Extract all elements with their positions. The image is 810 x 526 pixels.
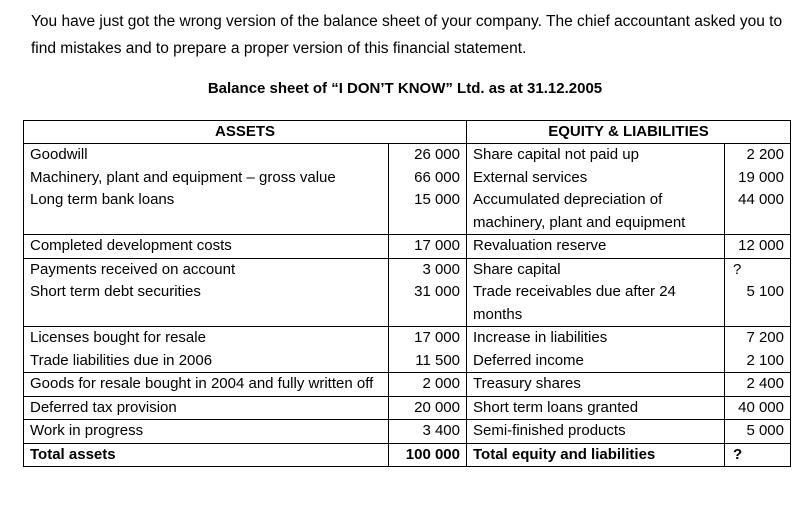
equity-value: 2 200 (725, 144, 791, 167)
asset-label: Goods for resale bought in 2004 and fully written off (24, 373, 389, 397)
equity-label: Share capital (467, 258, 725, 281)
table-row (24, 235, 791, 259)
equity-value: 40 000 (725, 396, 791, 420)
asset-value: 11 500 (389, 350, 467, 373)
table-row (24, 373, 791, 397)
total-assets-label: Total assets (24, 443, 389, 467)
equity-label: Treasury shares (467, 373, 725, 397)
asset-value: 17 000 (389, 235, 467, 259)
totals-row (24, 443, 791, 467)
total-equity-liabilities-label: Total equity and liabilities (467, 443, 725, 467)
asset-label: Machinery, plant and equipment – gross value (24, 167, 389, 190)
equity-value: 2 100 (725, 350, 791, 373)
asset-value: 2 000 (389, 373, 467, 397)
asset-label: Long term bank loans (24, 189, 389, 235)
equity-label: Revaluation reserve (467, 235, 725, 259)
equity-label: Semi-finished products (467, 420, 725, 444)
table-row (24, 167, 791, 190)
equity-value: 2 400 (725, 373, 791, 397)
balance-sheet-title: Balance sheet of “I DON’T KNOW” Ltd. as at 31.12.2005 (207, 80, 603, 97)
table-row (24, 281, 791, 327)
table-header-row (24, 121, 791, 144)
asset-value: 3 400 (389, 420, 467, 444)
equity-label: External services (467, 167, 725, 190)
asset-value: 26 000 (389, 144, 467, 167)
total-equity-liabilities-value: ? (725, 443, 791, 467)
assets-header: ASSETS (24, 121, 467, 144)
asset-value: 15 000 (389, 189, 467, 235)
equity-label: Increase in liabilities (467, 327, 725, 350)
asset-label: Payments received on account (24, 258, 389, 281)
equity-label: Accumulated depreciation of machinery, plant and equipment (467, 189, 725, 235)
asset-value: 20 000 (389, 396, 467, 420)
table-row (24, 189, 791, 235)
balance-sheet-table (23, 120, 791, 467)
asset-label: Licenses bought for resale (24, 327, 389, 350)
equity-label: Deferred income (467, 350, 725, 373)
equity-value: ? (725, 258, 791, 281)
equity-value: 5 100 (725, 281, 791, 327)
asset-label: Deferred tax provision (24, 396, 389, 420)
task-instructions: You have just got the wrong version of the balance sheet of your company. The chief accountant asked you to find mistakes and to prepare a proper version of this financial statement. (31, 13, 783, 57)
equity-label: Share capital not paid up (467, 144, 725, 167)
asset-value: 17 000 (389, 327, 467, 350)
asset-value: 31 000 (389, 281, 467, 327)
equity-liabilities-header: EQUITY & LIABILITIES (467, 121, 791, 144)
asset-label: Goodwill (24, 144, 389, 167)
table-row (24, 350, 791, 373)
equity-label: Trade receivables due after 24 months (467, 281, 725, 327)
equity-label: Short term loans granted (467, 396, 725, 420)
equity-value: 19 000 (725, 167, 791, 190)
equity-value: 7 200 (725, 327, 791, 350)
asset-label: Trade liabilities due in 2006 (24, 350, 389, 373)
asset-label: Work in progress (24, 420, 389, 444)
table-row (24, 420, 791, 444)
equity-value: 12 000 (725, 235, 791, 259)
table-row (24, 144, 791, 167)
equity-value: 5 000 (725, 420, 791, 444)
asset-value: 66 000 (389, 167, 467, 190)
asset-label: Completed development costs (24, 235, 389, 259)
table-row (24, 327, 791, 350)
table-row (24, 258, 791, 281)
equity-value: 44 000 (725, 189, 791, 235)
total-assets-value: 100 000 (389, 443, 467, 467)
asset-value: 3 000 (389, 258, 467, 281)
asset-label: Short term debt securities (24, 281, 389, 327)
table-row (24, 396, 791, 420)
